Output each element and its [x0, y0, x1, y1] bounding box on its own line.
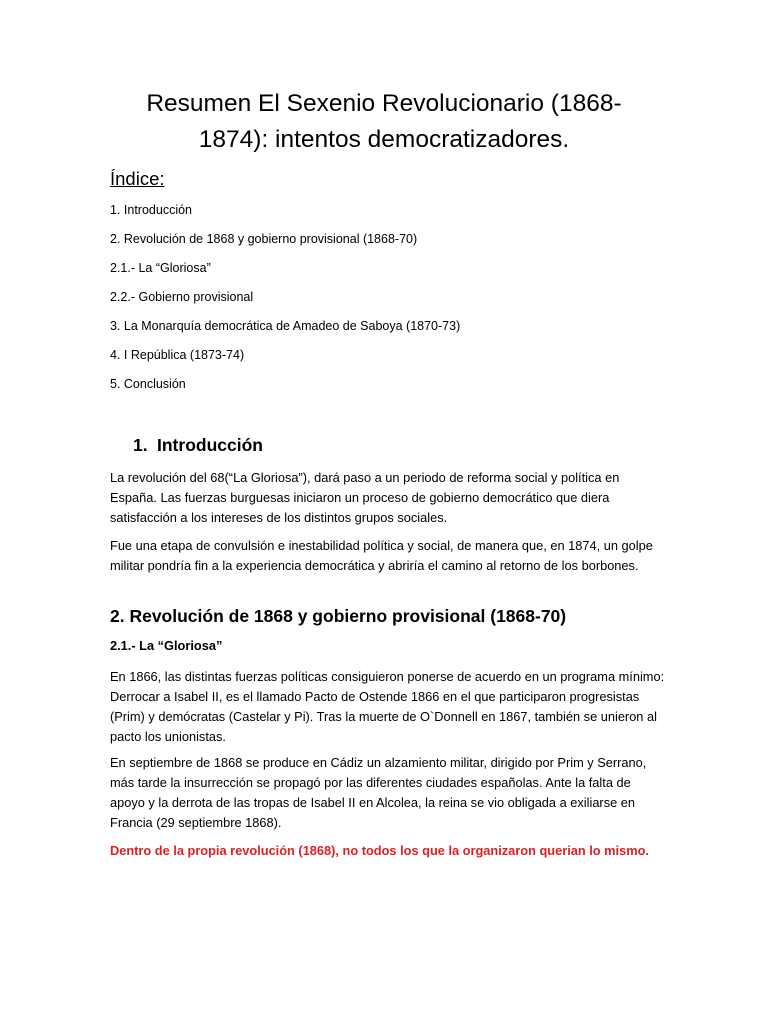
- toc-item: 1. Introducción: [110, 203, 192, 217]
- section-1-number: 1.: [133, 435, 148, 455]
- toc-item: 3. La Monarquía democrática de Amadeo de Saboya (1870-73): [110, 319, 461, 333]
- toc-item: 2.2.- Gobierno provisional: [110, 290, 254, 304]
- section-1-paragraph-1: La revolución del 68(“La Gloriosa”), dará paso a un periodo de reforma social y política en España. Las fuerzas burguesas iniciaron un proceso de gobierno democrático que diera satisfacción a los intereses de los distintos grupos sociales.: [110, 470, 620, 525]
- index-heading: Índice:: [110, 168, 165, 189]
- subsection-2-1-paragraph-2: En septiembre de 1868 se produce en Cádiz un alzamiento militar, dirigido por Prim y Serrano, más tarde la insurrección se propagó por las diferentes ciudades españolas. Ante la falta de apoyo y la derrota de las tropas de Isabel II en Alcolea, la reina se vio obligada a exiliarse en Francia (29 septiembre 1868).: [110, 755, 647, 830]
- section-1-title: Introducción: [157, 435, 263, 455]
- document-title-line-1: Resumen El Sexenio Revolucionario (1868-: [146, 90, 622, 117]
- section-2-heading: 2. Revolución de 1868 y gobierno provisional (1868-70): [110, 606, 567, 626]
- section-1-paragraph-2: Fue una etapa de convulsión e inestabilidad política y social, de manera que, en 1874, un golpe militar pondría fin a la experiencia democrática y abriría el camino al retorno de los borbones.: [110, 538, 653, 573]
- section-1-heading: [133, 433, 653, 457]
- document-title-line-2: 1874): intentos democratizadores.: [198, 126, 570, 153]
- toc-item: 5. Conclusión: [110, 377, 186, 391]
- toc-item: 4. I República (1873-74): [110, 348, 245, 362]
- subsection-2-1-paragraph-1: En 1866, las distintas fuerzas políticas consiguieron ponerse de acuerdo en un programa mínimo: Derrocar a Isabel II, es el llamado Pacto de Ostende 1866 en el que participaron progresistas (Prim) y demócratas (Castelar y Pi). Tras la muerte de O`Donnell en 1867, también se unieron al pacto los unionistas.: [110, 669, 665, 744]
- table-of-contents: [110, 200, 460, 403]
- subsection-2-1-heading: 2.1.- La “Gloriosa”: [110, 638, 223, 653]
- toc-item: 2. Revolución de 1868 y gobierno provisional (1868-70): [110, 232, 418, 246]
- toc-item: 2.1.- La “Gloriosa”: [110, 261, 211, 275]
- highlight-note: Dentro de la propia revolución (1868), no todos los que la organizaron querian lo mismo.: [110, 843, 649, 858]
- document-title: [100, 86, 668, 158]
